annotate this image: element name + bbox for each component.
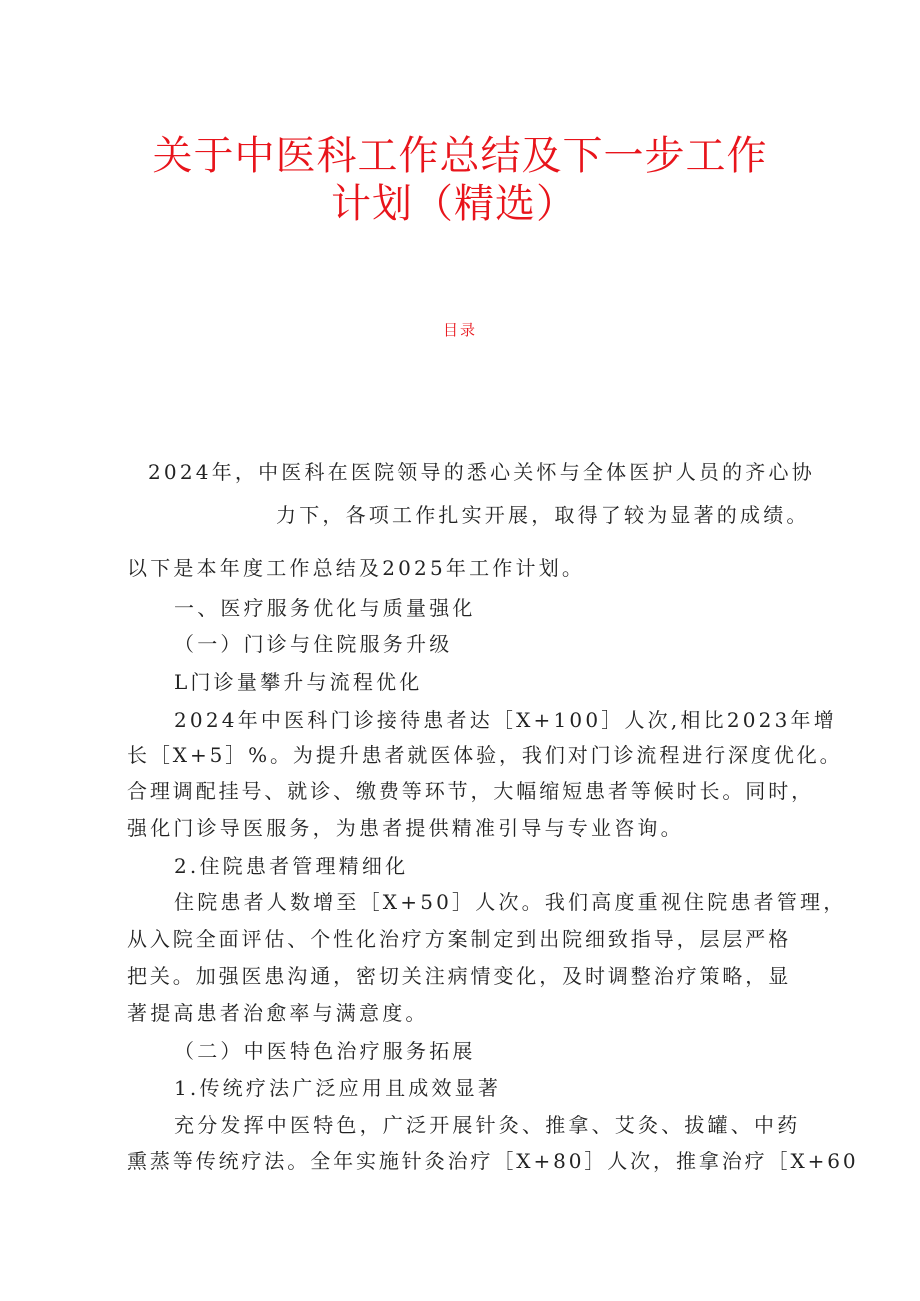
document-title-line-1: 关于中医科工作总结及下一步工作 [152,133,768,179]
item-heading-2: 2.住院患者管理精细化 [174,854,409,878]
paragraph-line: 充分发挥中医特色，广泛开展针灸、推拿、艾灸、拔罐、中药 [174,1113,801,1137]
intro-line-3: 以下是本年度工作总结及2025年工作计划。 [127,556,586,580]
paragraph-line: 熏蒸等传统疗法。全年实施针灸治疗［X+80］人次，推拿治疗［X+60 [127,1149,859,1173]
item-heading-3: 1.传统疗法广泛应用且成效显著 [174,1076,502,1100]
paragraph-line: 合理调配挂号、就诊、缴费等环节，大幅缩短患者等候时长。同时， [127,779,814,803]
paragraph-line: 2024年中医科门诊接待患者达［X+100］人次,相比2023年增 [174,708,837,732]
document-title-line-2: 计划（精选） [331,181,577,227]
subsection-heading-2: （二）中医特色治疗服务拓展 [174,1039,476,1063]
subsection-heading-1: （一）门诊与住院服务升级 [174,632,453,656]
table-of-contents-label: 目录 [442,321,477,339]
paragraph-line: 把关。加强医患沟通，密切关注病情变化，及时调整治疗策略，显 [127,964,792,988]
paragraph-line: 长［X+5］%。为提升患者就医体验，我们对门诊流程进行深度优化。 [127,743,843,767]
intro-line-1: 2024年，中医科在医院领导的悉心关怀与全体医护人员的齐心协 [148,460,815,484]
section-heading-1: 一、医疗服务优化与质量强化 [174,596,476,620]
item-heading-1: L门诊量攀升与流程优化 [174,670,423,694]
paragraph-line: 著提高患者治愈率与满意度。 [127,1001,429,1025]
paragraph-line: 住院患者人数增至［X+50］人次。我们高度重视住院患者管理， [174,890,847,914]
paragraph-line: 强化门诊导医服务，为患者提供精准引导与专业咨询。 [127,816,684,840]
intro-line-2: 力下，各项工作扎实开展，取得了较为显著的成绩。 [276,503,810,527]
paragraph-line: 从入院全面评估、个性化治疗方案制定到出院细致指导，层层严格 [127,927,792,951]
